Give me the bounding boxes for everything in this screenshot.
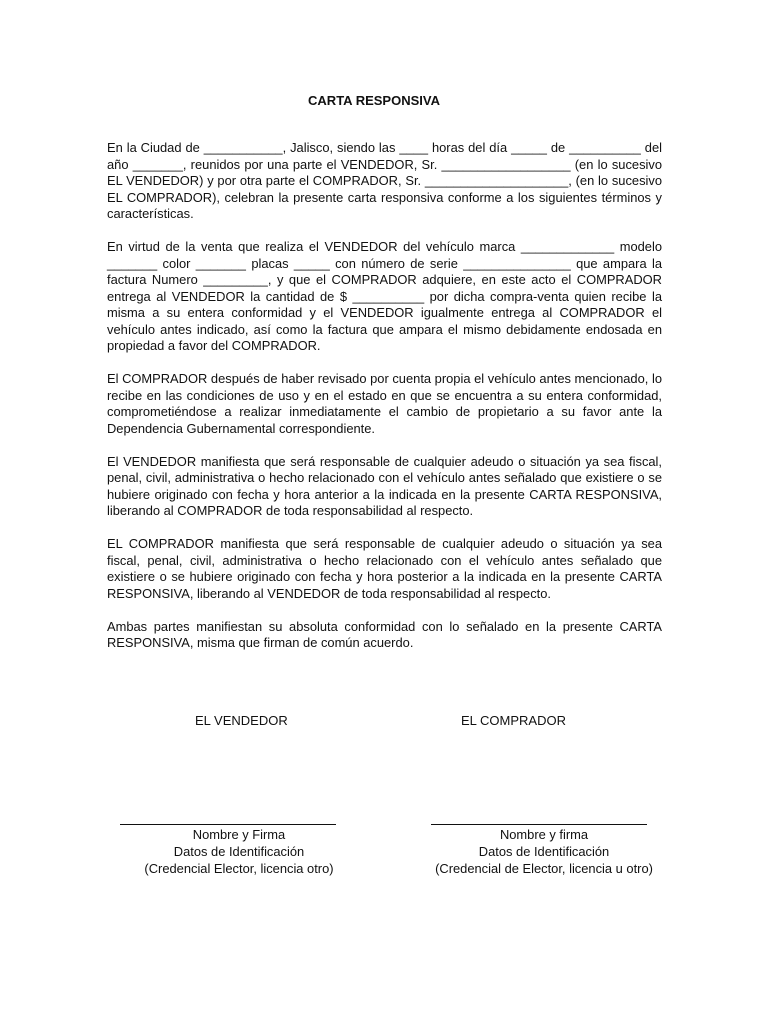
paragraph-buyer-liability: EL COMPRADOR manifiesta que será responsable de cualquier adeudo o situación ya sea fiscal, penal, civil, administrativa o hecho relacionado con el vehículo antes señalado que existiere o se hubiere originado con fecha y hora posterior a la indicada en la presente CARTA RESPONSIVA, liberando al VENDEDOR de toda responsabilidad al respecto. — [107, 536, 662, 601]
buyer-id-label: Datos de Identificación — [478, 844, 610, 859]
paragraph-sale: En virtud de la venta que realiza el VENDEDOR del vehículo marca _____________ modelo _______ color _______ placas _____ con número de serie _______________ que ampara la factura Numero _________, y que el COMPRADOR adquiere, en este acto el COMPRADOR entrega al VENDEDOR la cantidad de $ __________ por dicha compra-venta quien recibe la misma a su entera conformidad y el VENDEDOR igualmente entrega al COMPRADOR el vehículo antes indicado, así como la factura que ampara el mismo debidamente endosada en propiedad a favor del COMPRADOR. — [107, 239, 662, 353]
paragraph-agreement: Ambas partes manifiestan su absoluta conformidad con lo señalado en la presente CARTA RESPONSIVA, misma que firman de común acuerdo. — [107, 618, 662, 650]
seller-signature-line — [120, 812, 336, 825]
document-body — [107, 140, 662, 668]
document-title: CARTA RESPONSIVA — [308, 93, 440, 108]
buyer-id-note: (Credencial de Elector, licencia u otro) — [435, 861, 653, 876]
paragraph-buyer-acceptance: El COMPRADOR después de haber revisado por cuenta propia el vehículo antes mencionado, lo recibe en las condiciones de uso y en el estado en que se encuentra a su entera conformidad, comprometiéndose a realizar inmediatamente el cambio de propietario a su favor ante la Dependencia Gubernamental correspondiente. — [107, 371, 662, 436]
buyer-heading: EL COMPRADOR — [461, 713, 566, 728]
seller-id-note: (Credencial Elector, licencia otro) — [144, 861, 334, 876]
buyer-signature-block — [424, 812, 664, 877]
seller-name-label: Nombre y Firma — [192, 827, 286, 842]
seller-id-label: Datos de Identificación — [173, 844, 305, 859]
paragraph-parties: En la Ciudad de ___________, Jalisco, siendo las ____ horas del día _____ de __________ del año _______, reunidos por una parte el VENDEDOR, Sr. __________________ (en lo sucesivo EL VENDEDOR) y por otra parte el COMPRADOR, Sr. ____________________, (en lo sucesivo EL COMPRADOR), celebran la presente carta responsiva conforme a los siguientes términos y características. — [107, 140, 662, 221]
seller-signature-block — [120, 812, 358, 877]
buyer-name-label: Nombre y firma — [499, 827, 589, 842]
seller-heading: EL VENDEDOR — [195, 713, 288, 728]
paragraph-seller-liability: El VENDEDOR manifiesta que será responsable de cualquier adeudo o situación ya sea fiscal, penal, civil, administrativa o hecho relacionado con el vehículo antes señalado que existiere o se hubiere originado con fecha y hora anterior a la indicada en la presente CARTA RESPONSIVA, liberando al COMPRADOR de toda responsabilidad al respecto. — [107, 453, 662, 518]
buyer-signature-line — [431, 812, 647, 825]
